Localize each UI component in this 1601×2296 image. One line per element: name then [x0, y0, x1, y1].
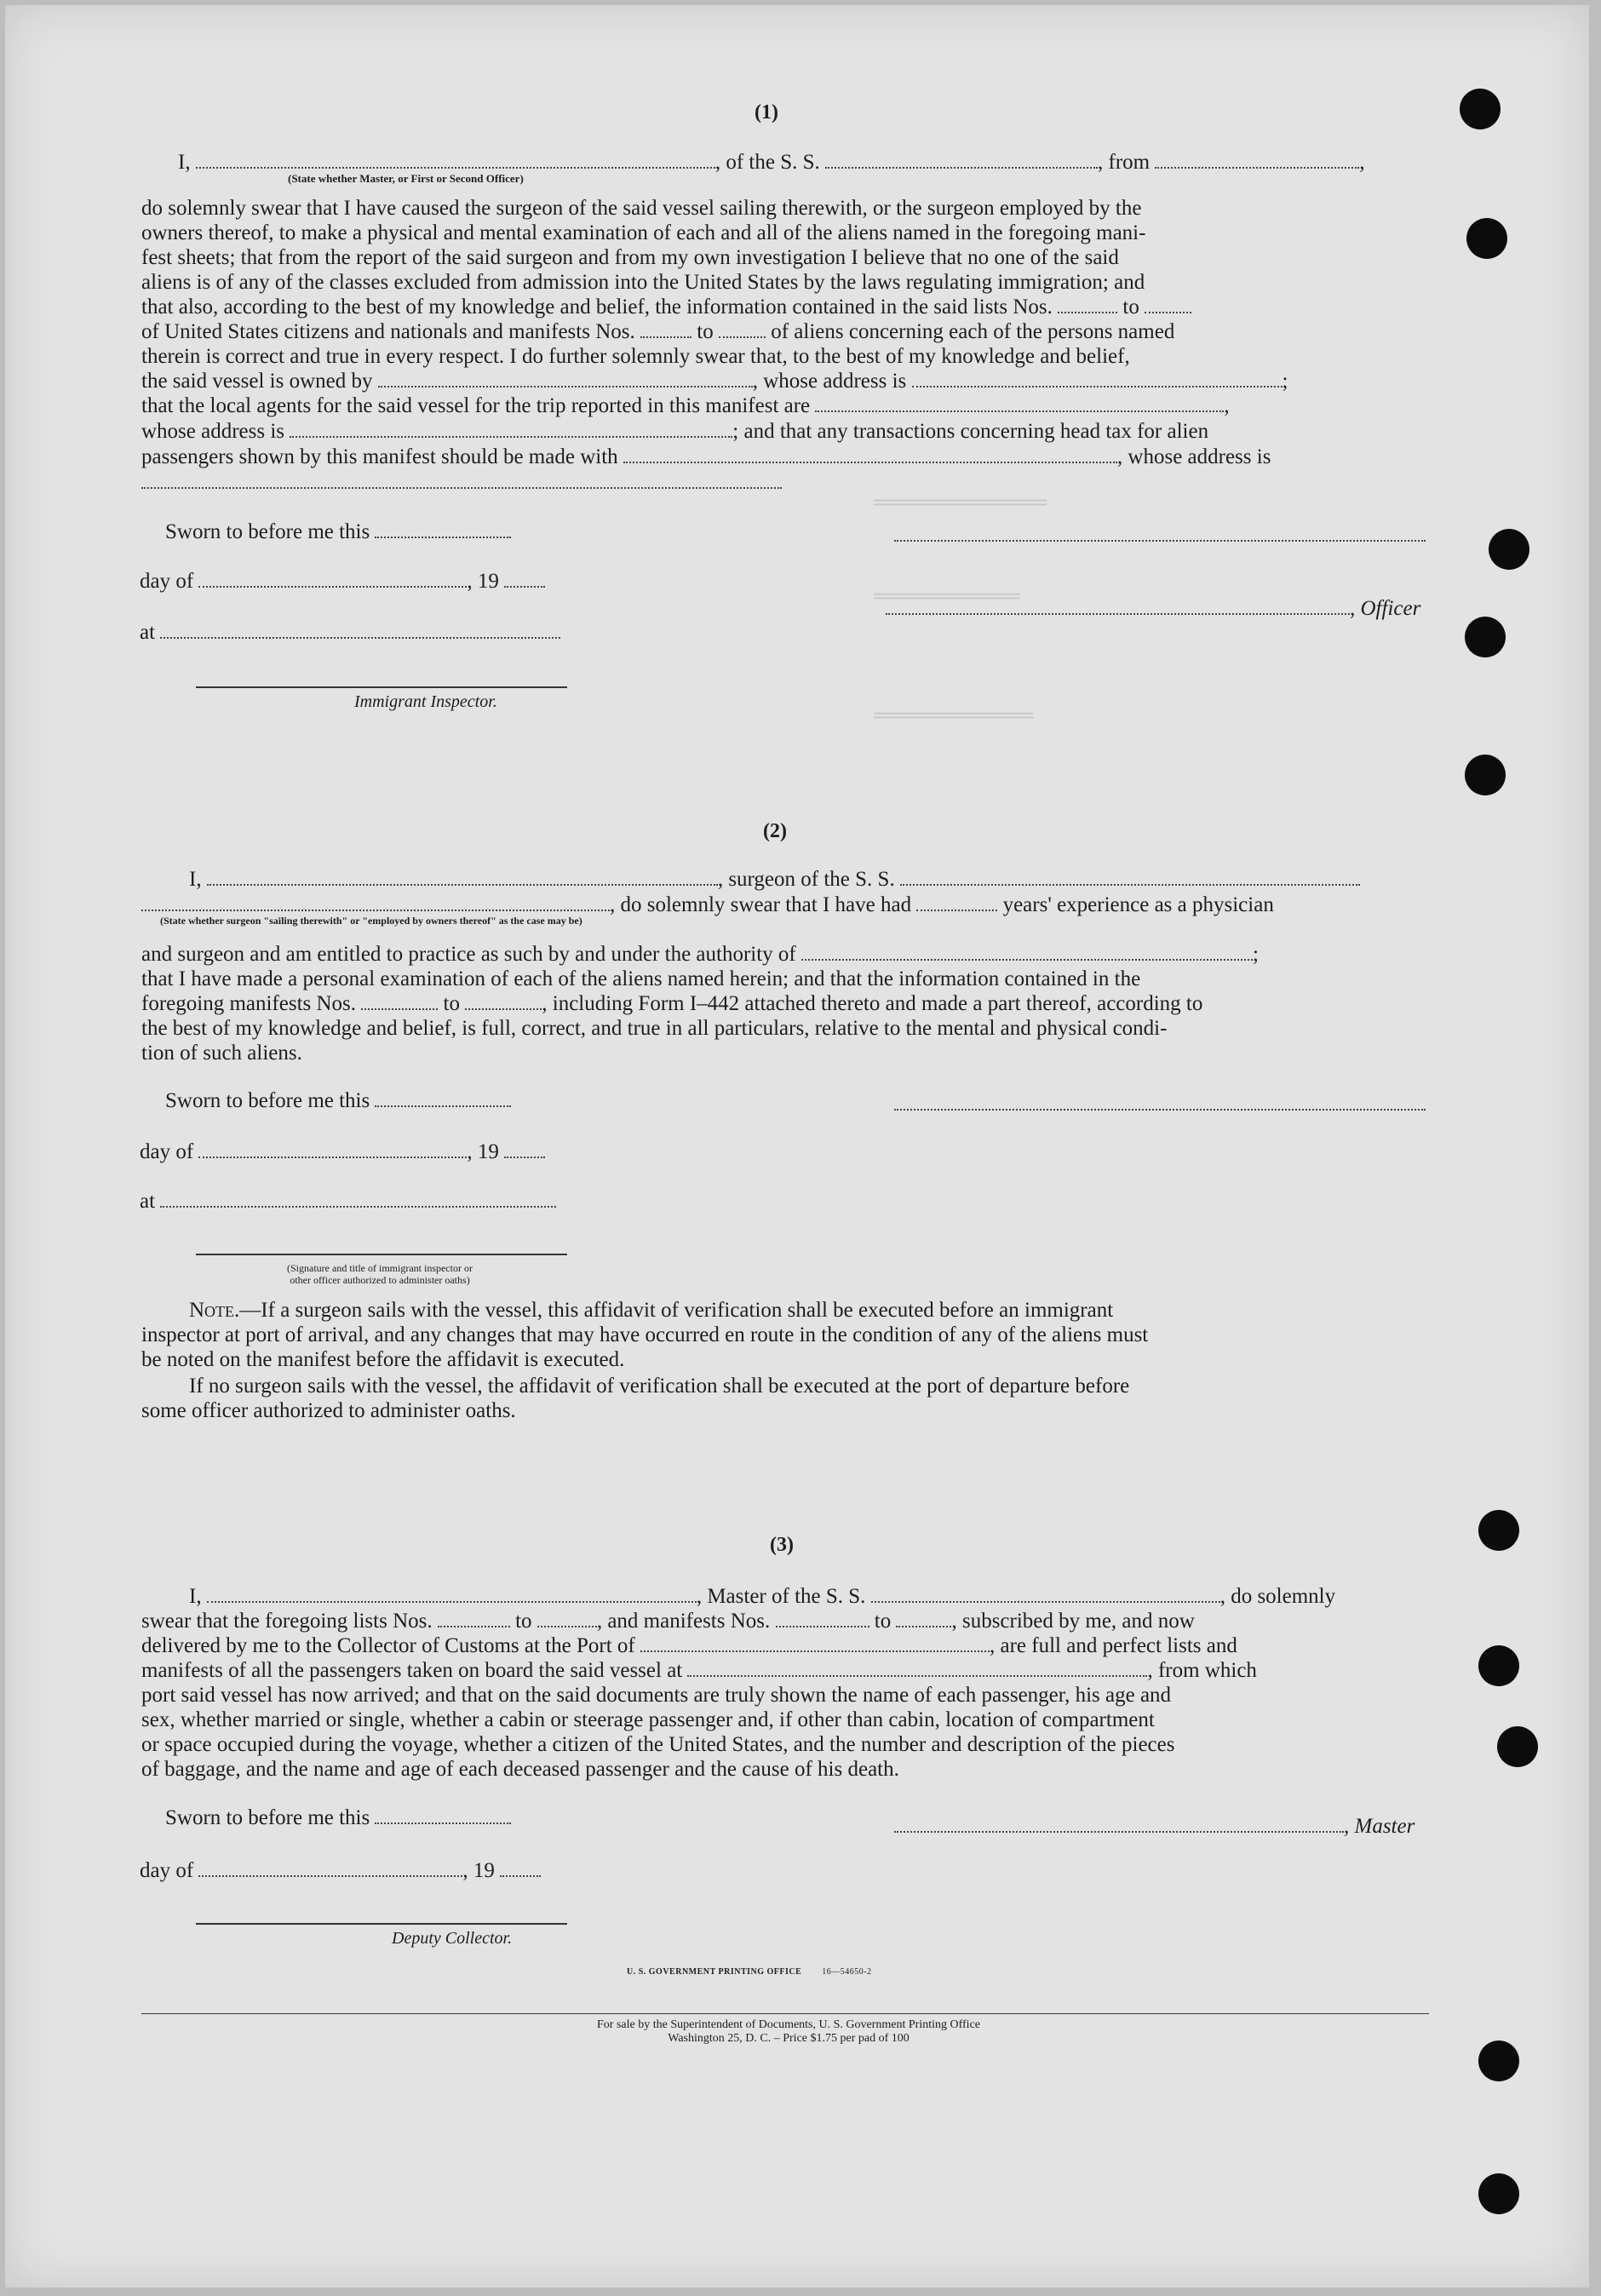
- s3-month-field[interactable]: [198, 1860, 462, 1877]
- s2-status-note: (State whether surgeon "sailing therewith" or "employed by owners thereof" as the case may be): [160, 915, 582, 927]
- s1-from: , from: [1098, 151, 1151, 174]
- s2-manifest-to-field[interactable]: [465, 993, 542, 1010]
- s1-sworn-date-field[interactable]: [375, 521, 511, 538]
- punch-hole: [1478, 2041, 1519, 2081]
- s3-line-1: I, , Master of the S. S. , do solemnly: [189, 1585, 1336, 1608]
- surgeon-signature-line[interactable]: [894, 1109, 1426, 1111]
- s1-para-lists: that also, according to the best of my knowledge and belief, the information contained in the said lists Nos. to: [141, 295, 1191, 319]
- s2-authority-field[interactable]: [801, 944, 1253, 961]
- s1-at: at: [140, 620, 560, 645]
- s3-para-line: or space occupied during the voyage, whether a citizen of the United States, and the number and description of the pieces: [141, 1733, 1175, 1756]
- s1-year-field[interactable]: [504, 571, 545, 588]
- section-1-number: (1): [755, 101, 778, 123]
- note-line: If no surgeon sails with the vessel, the affidavit of verification shall be executed at the port of departure before: [189, 1375, 1130, 1398]
- officer-signature: , Officer: [886, 596, 1420, 621]
- agents-field[interactable]: [815, 395, 1224, 412]
- s2-years-field[interactable]: [916, 894, 997, 911]
- vessel-field[interactable]: [825, 152, 1098, 169]
- punch-hole: [1460, 89, 1501, 129]
- note-line-1: Note.—If a surgeon sails with the vessel, this affidavit of verification shall be executed before an immigrant: [189, 1299, 1114, 1322]
- s2-best: the best of my knowledge and belief, is full, correct, and true in all particulars, relative to the mental and physical condi-: [141, 1017, 1168, 1040]
- s1-para-line: do solemnly swear that I have caused the surgeon of the said vessel sailing therewith, or the surgeon employed by the: [141, 197, 1142, 220]
- manifests-from-field[interactable]: [640, 321, 691, 338]
- s2-manifest-from-field[interactable]: [361, 993, 438, 1010]
- s3-port-field[interactable]: [640, 1635, 990, 1652]
- punch-hole: [1478, 1645, 1519, 1686]
- note-line: inspector at port of arrival, and any changes that may have occurred en route in the condition of any of the aliens must: [141, 1323, 1149, 1346]
- lists-to-field[interactable]: [1145, 296, 1191, 313]
- s3-vessel-field[interactable]: [871, 1586, 1220, 1603]
- section-3-number: (3): [770, 1534, 794, 1556]
- s3-lists-to-field[interactable]: [537, 1610, 597, 1627]
- from-field[interactable]: [1155, 152, 1359, 169]
- s2-at: at: [140, 1189, 556, 1214]
- s3-sworn: Sworn to before me this: [165, 1805, 511, 1830]
- s1-passengers: passengers shown by this manifest should be made with , whose address is: [141, 445, 1271, 468]
- show-through-text: ═══════════: [874, 584, 1020, 610]
- s2-signature-note: (Signature and title of immigrant inspector or other officer authorized to administer oaths): [287, 1262, 473, 1286]
- contact-address-line[interactable]: [141, 487, 782, 489]
- head-tax-contact-field[interactable]: [623, 446, 1117, 463]
- punch-hole: [1489, 529, 1529, 570]
- note-line: be noted on the manifest before the affidavit is executed.: [141, 1348, 625, 1371]
- s2-authority: and surgeon and am entitled to practice as such by and under the authority of ;: [141, 943, 1259, 966]
- gpo-imprint: U. S. GOVERNMENT PRINTING OFFICE 16—54650-2: [627, 1967, 872, 1977]
- s1-place-field[interactable]: [160, 622, 560, 639]
- master-signature-field[interactable]: [894, 1816, 1344, 1833]
- master-signature: , Master: [894, 1814, 1415, 1839]
- lists-from-field[interactable]: [1058, 296, 1117, 313]
- agents-address-field[interactable]: [290, 421, 732, 438]
- manifests-to-field[interactable]: [719, 321, 766, 338]
- sale-notice: For sale by the Superintendent of Documents, U. S. Government Printing Office Washington 25, D. C. – Price $1.75 per pad of 100: [597, 2018, 980, 2045]
- inspector-title: Immigrant Inspector.: [354, 692, 497, 711]
- s1-i: I,: [178, 151, 191, 174]
- s2-condition: tion of such aliens.: [141, 1042, 302, 1065]
- footer-rule: [141, 2013, 1429, 2014]
- s2-line-2: , do solemnly swear that I have had years' experience as a physician: [141, 893, 1274, 917]
- s1-agents: that the local agents for the said vessel for the trip reported in this manifest are ,: [141, 394, 1230, 417]
- punch-hole: [1478, 1510, 1519, 1551]
- s3-year-field[interactable]: [500, 1860, 541, 1877]
- s3-lists-from-field[interactable]: [438, 1610, 510, 1627]
- s2-exam: that I have made a personal examination of each of the aliens named herein; and that the information contained in the: [141, 967, 1141, 990]
- s3-day: day of , 19: [140, 1858, 541, 1883]
- s3-line-3: delivered by me to the Collector of Customs at the Port of , are full and perfect lists and: [141, 1634, 1237, 1657]
- s3-sworn-date-field[interactable]: [375, 1807, 511, 1824]
- owner-field[interactable]: [378, 370, 753, 387]
- s2-sworn: Sworn to before me this: [165, 1088, 511, 1113]
- punch-hole: [1497, 1726, 1538, 1767]
- s2-surgeon-name-field[interactable]: [207, 869, 718, 886]
- section-2-number: (2): [763, 820, 787, 842]
- s1-para-line: therein is correct and true in every respect. I do further solemnly swear that, to the best of my knowledge and belief,: [141, 345, 1130, 368]
- s3-line-2: swear that the foregoing lists Nos. to , and manifests Nos. to , subscribed by me, and now: [141, 1610, 1195, 1633]
- rank-field[interactable]: [196, 152, 715, 169]
- s3-line-4: manifests of all the passengers taken on board the said vessel at , from which: [141, 1659, 1257, 1682]
- s3-manifests-from-field[interactable]: [776, 1610, 869, 1627]
- s1-para-line: aliens is of any of the classes excluded from admission into the United States by the laws regulating immigration; and: [141, 271, 1145, 294]
- s2-status-field[interactable]: [141, 894, 610, 911]
- punch-hole: [1478, 2173, 1519, 2214]
- show-through-text: ════════════: [874, 703, 1034, 729]
- s1-line-1: [178, 150, 1365, 175]
- deputy-title: Deputy Collector.: [392, 1929, 513, 1948]
- s3-para-line: sex, whether married or single, whether a cabin or steerage passenger and, if other than cabin, location of compartment: [141, 1708, 1155, 1731]
- s2-line-1: I, , surgeon of the S. S.: [189, 867, 1360, 892]
- s1-para-manifests: of United States citizens and nationals and manifests Nos. to of aliens concerning each of the persons named: [141, 320, 1175, 343]
- punch-hole: [1465, 617, 1506, 657]
- note-line: some officer authorized to administer oaths.: [141, 1399, 516, 1422]
- s2-vessel-field[interactable]: [900, 869, 1360, 886]
- s2-month-field[interactable]: [198, 1141, 467, 1158]
- inspector-signature-line[interactable]: [196, 686, 567, 688]
- s3-departure-field[interactable]: [687, 1660, 1147, 1677]
- s3-para-line: of baggage, and the name and age of each deceased passenger and the cause of his death.: [141, 1758, 899, 1781]
- officer-signature-field[interactable]: [886, 598, 1350, 615]
- s1-para-line: owners thereof, to make a physical and mental examination of each and all of the aliens named in the foregoing mani-: [141, 221, 1146, 244]
- s2-sworn-date-field[interactable]: [375, 1090, 511, 1107]
- owner-address-field[interactable]: [912, 370, 1283, 387]
- s3-manifests-to-field[interactable]: [896, 1610, 951, 1627]
- s1-para-line: fest sheets; that from the report of the said surgeon and from my own investigation I believe that no one of the said: [141, 246, 1119, 269]
- officer-extra-line[interactable]: [894, 540, 1426, 542]
- show-through-text: ═════════════: [874, 491, 1047, 516]
- s2-place-field[interactable]: [160, 1191, 556, 1208]
- s1-owned: the said vessel is owned by , whose address is ;: [141, 370, 1288, 393]
- s2-inspector-signature-line[interactable]: [196, 1254, 567, 1255]
- s1-end-comma: ,: [1359, 151, 1365, 174]
- deputy-signature-line[interactable]: [196, 1923, 567, 1925]
- master-note: (State whether Master, or First or Second Officer): [288, 172, 524, 185]
- s2-day: day of , 19: [140, 1139, 545, 1164]
- s1-of-ss: , of the S. S.: [714, 151, 820, 174]
- punch-hole: [1465, 755, 1506, 795]
- s3-para-line: port said vessel has now arrived; and that on the said documents are truly shown the name of each passenger, his age and: [141, 1684, 1172, 1707]
- s1-whose: whose address is ; and that any transactions concerning head tax for alien: [141, 420, 1209, 443]
- form-page: [5, 5, 1589, 2287]
- s3-master-name-field[interactable]: [207, 1586, 697, 1603]
- s2-year-field[interactable]: [504, 1141, 545, 1158]
- punch-hole: [1466, 218, 1507, 259]
- s1-day: day of , 19: [140, 569, 545, 594]
- s1-sworn: Sworn to before me this: [165, 519, 511, 544]
- s1-month-field[interactable]: [198, 571, 467, 588]
- s2-foregoing: foregoing manifests Nos. to , including Form I–442 attached thereto and made a part thereof, according to: [141, 992, 1203, 1015]
